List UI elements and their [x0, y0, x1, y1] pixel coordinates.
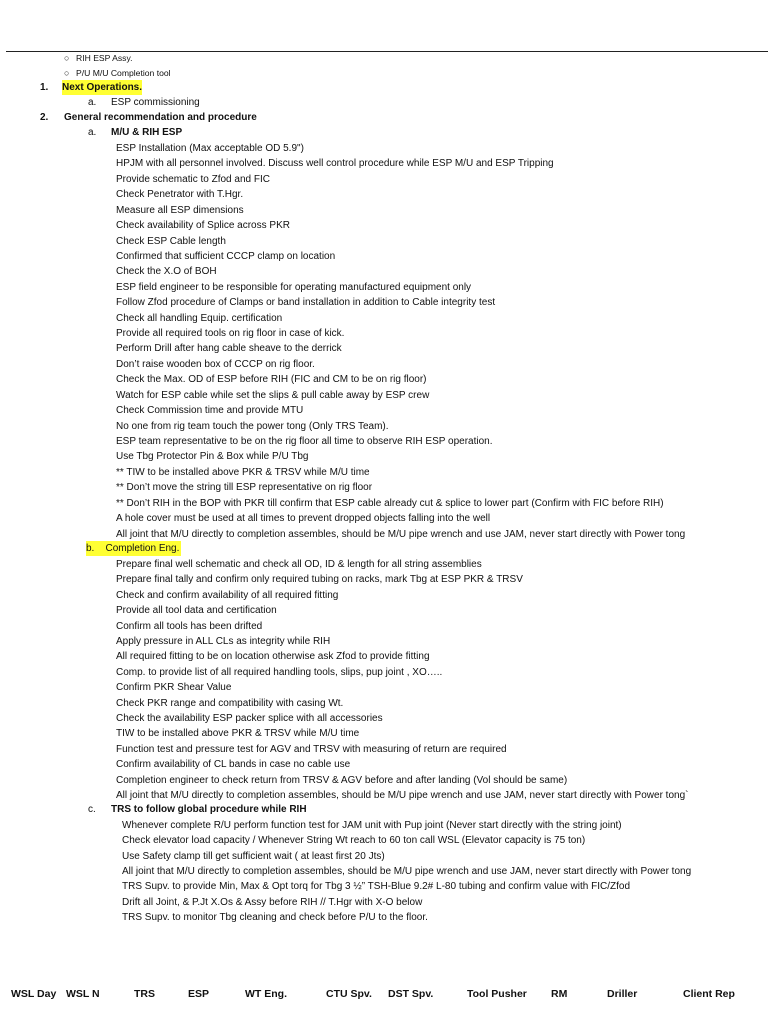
item-text: HPJM with all personnel involved. Discuss well control procedure while ESP M/U and ESP Tripping: [116, 158, 554, 170]
item-text: Confirmed that sufficient CCCP clamp on location: [116, 250, 336, 262]
item-text: ** Don’t RIH in the BOP with PKR till confirm that ESP cable already cut & splice to lower part (Confirm with FIC before RIH): [116, 497, 664, 509]
item-text: Prepare final tally and confirm only required tubing on racks, mark Tbg at ESP PKR & TRSV: [116, 574, 523, 586]
subsection-marker: c.: [88, 804, 96, 815]
item-text: Comp. to provide list of all required handling tools, slips, pup joint , XO…..: [116, 666, 443, 678]
item-text: TIW to be installed above PKR & TRSV while M/U time: [116, 728, 360, 740]
footer-label: DST Spv.: [388, 988, 434, 1000]
item-text: No one from rig team touch the power tong (Only TRS Team).: [116, 420, 389, 432]
signature-footer: [0, 988, 768, 1004]
section-number: 2.: [40, 112, 49, 123]
item-text: All joint that M/U directly to completion assembles, should be M/U pipe wrench and use JAM, never start directly with Power tong: [116, 528, 686, 540]
subsection-marker: a.: [88, 127, 97, 138]
subsection-title: M/U & RIH ESP: [111, 127, 183, 138]
item-text: Provide all required tools on rig floor in case of kick.: [116, 328, 345, 340]
item-text: Follow Zfod procedure of Clamps or band installation in addition to Cable integrity test: [116, 297, 496, 309]
item-text: P/U M/U Completion tool: [76, 68, 171, 78]
section-title: General recommendation and procedure: [64, 112, 257, 123]
item-text: Check availability of Splice across PKR: [116, 220, 290, 232]
footer-label: Driller: [607, 988, 638, 1000]
item-text: Check all handling Equip. certification: [116, 312, 283, 324]
item-text: ** TIW to be installed above PKR & TRSV while M/U time: [116, 466, 370, 478]
item-text: Don’t raise wooden box of CCCP on rig floor.: [116, 358, 315, 370]
item-text: ESP team representative to be on the rig floor all time to observe RIH ESP operation.: [116, 435, 493, 447]
footer-label: WT Eng.: [245, 988, 287, 1000]
item-marker: a.: [88, 97, 97, 108]
item-text: ESP Installation (Max acceptable OD 5.9"): [116, 143, 304, 154]
item-text: Check the Max. OD of ESP before RIH (FIC and CM to be on rig floor): [116, 374, 427, 386]
bullet-icon: ○: [64, 53, 70, 63]
item-text: Perform Drill after hang cable sheave to the derrick: [116, 343, 342, 355]
subsection-title-highlight: [86, 541, 181, 556]
item-text: TRS Supv. to provide Min, Max & Opt torq for Tbg 3 ½” TSH-Blue 9.2# L-80 tubing and confirm value with FIC/Zfod: [122, 881, 631, 893]
item-text: ESP field engineer to be responsible for operating manufactured equipment only: [116, 281, 472, 293]
item-text: Prepare final well schematic and check all OD, ID & length for all string assemblies: [116, 559, 482, 570]
item-text: Check the availability ESP packer splice with all accessories: [116, 713, 383, 724]
footer-label: WSL N: [66, 988, 100, 1000]
section-title: Next Operations.: [62, 82, 143, 93]
item-text: Completion engineer to check return from TRSV & AGV before and after landing (Vol should be same): [116, 774, 568, 786]
item-text: A hole cover must be used at all times to prevent dropped objects falling into the well: [116, 513, 491, 525]
item-text: Watch for ESP cable while set the slips & pull cable away by ESP crew: [116, 389, 430, 401]
item-text: Use Safety clamp till get sufficient wait ( at least first 20 Jts): [122, 850, 385, 862]
subsection-title: Completion Eng.: [105, 543, 180, 554]
item-text: Use Tbg Protector Pin & Box while P/U Tbg: [116, 451, 309, 463]
subsection-marker: b.: [86, 543, 95, 554]
footer-label: CTU Spv.: [326, 988, 372, 1000]
item-text: Confirm PKR Shear Value: [116, 682, 232, 694]
footer-label: TRS: [134, 988, 155, 1000]
item-text: Provide schematic to Zfod and FIC: [116, 173, 270, 185]
section-number: 1.: [40, 82, 49, 93]
item-text: RIH ESP Assy.: [76, 53, 133, 63]
item-text: Measure all ESP dimensions: [116, 204, 244, 216]
item-text: ** Don’t move the string till ESP representative on rig floor: [116, 482, 373, 494]
item-text: ESP commissioning: [111, 97, 200, 108]
item-text: Confirm all tools has been drifted: [116, 620, 263, 632]
item-text: Check Penetrator with T.Hgr.: [116, 189, 244, 201]
bullet-icon: ○: [64, 68, 70, 78]
item-text: Drift all Joint, & P.Jt X.Os & Assy before RIH // T.Hgr with X-O below: [122, 896, 423, 908]
item-text: Check Commission time and provide MTU: [116, 405, 304, 417]
item-text: TRS Supv. to monitor Tbg cleaning and check before P/U to the floor.: [122, 911, 428, 923]
footer-label: Client Rep: [683, 988, 735, 1000]
footer-label: RM: [551, 988, 568, 1000]
item-text: Check and confirm availability of all required fitting: [116, 589, 339, 601]
item-text: All required fitting to be on location otherwise ask Zfod to provide fitting: [116, 651, 430, 663]
item-text: Check the X.O of BOH: [116, 266, 217, 278]
subsection-title: TRS to follow global procedure while RIH: [111, 804, 307, 815]
item-text: Check ESP Cable length: [116, 235, 226, 247]
item-text: Function test and pressure test for AGV and TRSV with measuring of return are required: [116, 743, 507, 755]
item-text: All joint that M/U directly to completion assembles, should be M/U pipe wrench and use JAM, never start directly with Power tong`: [116, 790, 689, 801]
item-text: Confirm availability of CL bands in case no cable use: [116, 759, 351, 771]
item-text: Whenever complete R/U perform function test for JAM unit with Pup joint (Never start directly with the string joint): [122, 820, 622, 831]
item-text: Provide all tool data and certification: [116, 605, 277, 617]
footer-label: Tool Pusher: [467, 988, 527, 1000]
footer-label: ESP: [188, 988, 210, 1000]
footer-label: WSL Day: [11, 988, 57, 1000]
item-text: Check elevator load capacity / Whenever String Wt reach to 60 ton call WSL (Elevator capacity is 75 ton): [122, 835, 586, 847]
item-text: All joint that M/U directly to completion assembles, should be M/U pipe wrench and use JAM, never start directly with Power tong: [122, 865, 692, 877]
item-text: Apply pressure in ALL CLs as integrity while RIH: [116, 636, 331, 647]
item-text: Check PKR range and compatibility with casing Wt.: [116, 697, 344, 709]
